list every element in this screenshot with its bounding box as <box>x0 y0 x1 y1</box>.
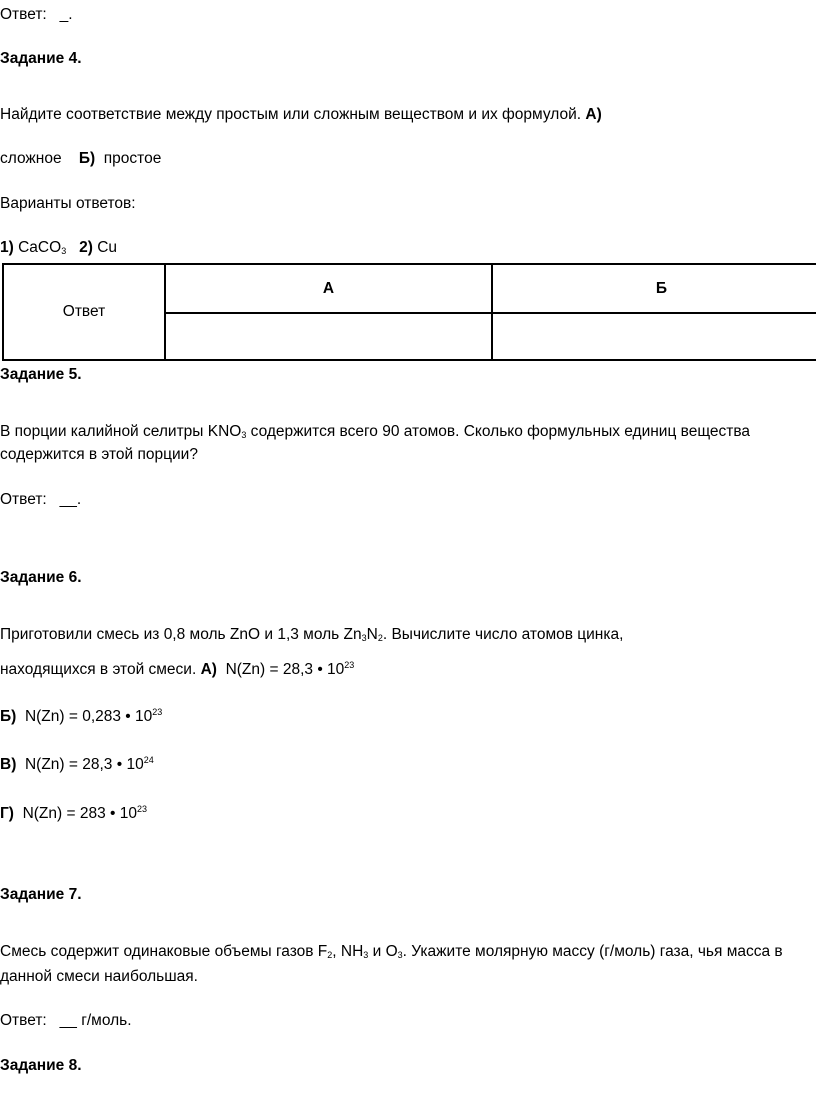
task4-title: Задание 4. <box>0 50 82 67</box>
variant-1-formula: CaCO$_3$ <box>18 239 67 256</box>
task4-option-b-text: простое <box>103 150 162 167</box>
task7-text-line1: Смесь содержит одинаковые объемы газов $F_2$, $NH_3$ и $O_3$. Укажите молярную массу (г/моль) газа, чья масса в <box>0 943 783 960</box>
variant-1-number: 1) <box>0 239 14 256</box>
task6-title: Задание 6. <box>0 569 82 586</box>
task6-text-line1: Приготовили смесь из 0,8 моль ZnO и 1,3 моль $Zn_3N_2$. Вычислите число атомов цинка, <box>0 626 624 643</box>
answer-blank: _. <box>59 6 73 23</box>
variant-2-number: 2) <box>79 239 93 256</box>
variant-2-formula: Cu <box>97 239 118 256</box>
answer-label: Ответ: <box>0 1012 47 1029</box>
task4-variants-line <box>0 237 117 259</box>
answer-label: Ответ: <box>0 491 47 508</box>
task5-title: Задание 5. <box>0 366 82 383</box>
answer-cell-a[interactable] <box>165 313 492 360</box>
task4-options-line <box>0 148 161 170</box>
answer-label: Ответ: <box>0 6 47 23</box>
prev-answer-line <box>0 4 73 26</box>
task6-text-line2-text: находящихся в этой смеси. <box>0 661 197 678</box>
task6-text-line2 <box>0 659 354 681</box>
answer-row-label: Ответ <box>3 264 165 360</box>
task4-variants-label: Варианты ответов: <box>0 195 136 212</box>
task4-option-a-text: сложное <box>0 150 62 167</box>
task7-answer-line <box>0 1010 132 1032</box>
task5-answer-line <box>0 489 81 511</box>
answer-cell-b[interactable] <box>492 313 816 360</box>
task5-text-line2: содержится в этой порции? <box>0 446 198 463</box>
task4-answer-table <box>2 263 816 361</box>
answer-blank: __. <box>59 491 82 508</box>
task6-option-b: Б) N(Zn) = 0,283 • $10^{23}$ <box>0 707 163 725</box>
task8-title: Задание 8. <box>0 1057 82 1074</box>
task4-option-a-letter: А) <box>585 106 602 123</box>
task5-text-line1: В порции калийной селитры $KNO_3$ содержится всего 90 атомов. Сколько формульных единиц вещества <box>0 423 751 440</box>
task4-question-text: Найдите соответствие между простым или сложным веществом и их формулой. <box>0 106 582 123</box>
task4-option-b-letter: Б) <box>78 150 96 167</box>
task6-option-a-letter: А) <box>200 661 217 678</box>
task6-option-d: Г) N(Zn) = 283 • $10^{23}$ <box>0 804 148 822</box>
column-header-a: А <box>165 264 492 313</box>
task7-text-line2: данной смеси наибольшая. <box>0 968 198 985</box>
column-header-b: Б <box>492 264 816 313</box>
task6-option-c: В) N(Zn) = 28,3 • $10^{24}$ <box>0 755 154 773</box>
task6-option-a-text: N(Zn) = 28,3 • $10^{23}$ <box>225 660 355 678</box>
task7-title: Задание 7. <box>0 886 82 903</box>
task4-question <box>0 104 602 126</box>
answer-blank: __ г/моль. <box>59 1012 132 1029</box>
